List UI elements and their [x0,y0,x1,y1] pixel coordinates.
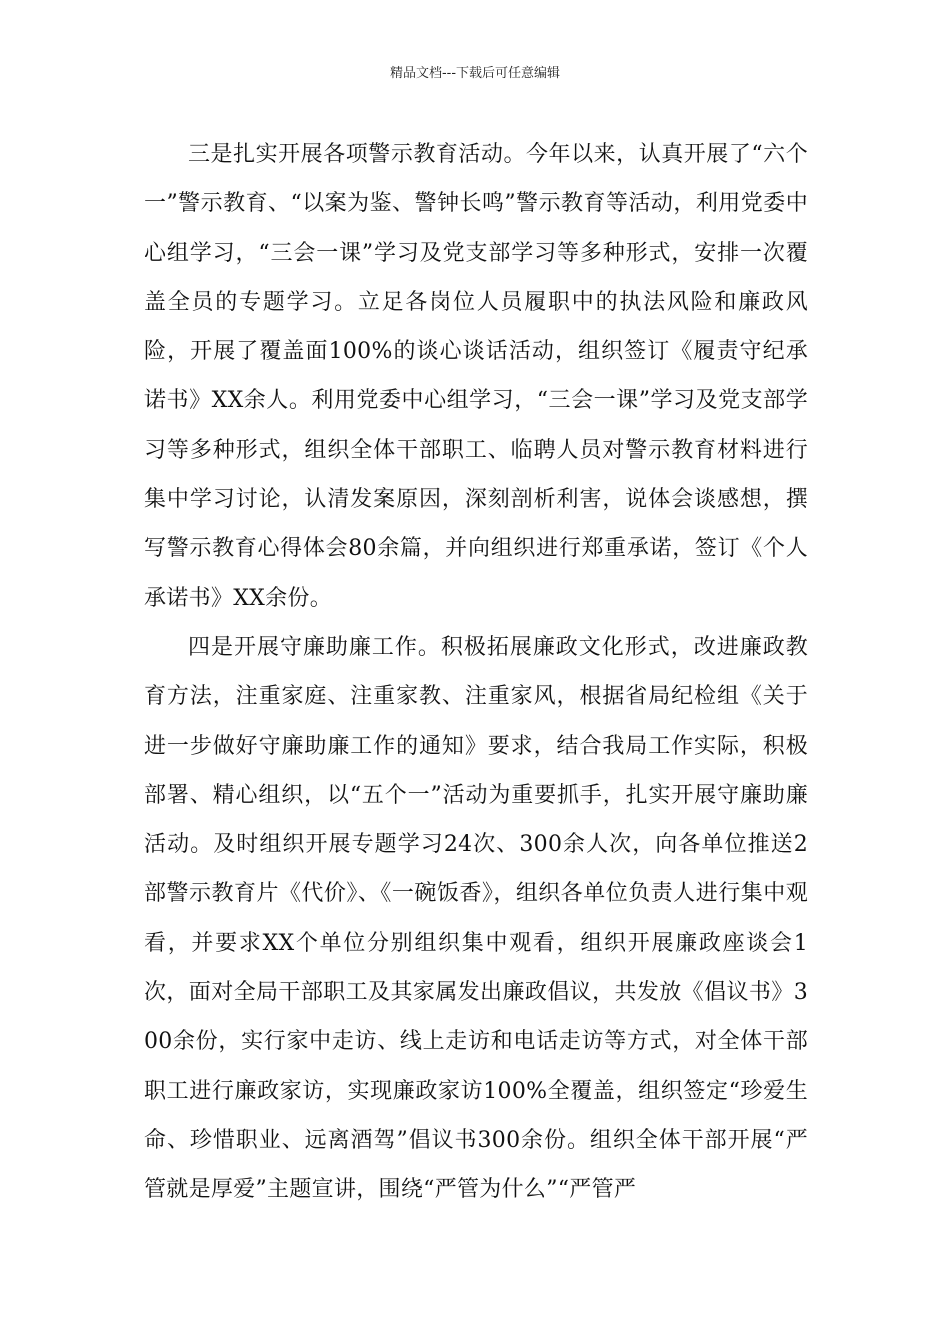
page-header: 精品文档---下载后可任意编辑 [389,66,561,81]
document-body [144,130,808,1215]
paragraph-warning-education: 三是扎实开展各项警示教育活动。今年以来，认真开展了“六个一”警示教育、“以案为鉴、警钟长鸣”警示教育等活动，利用党委中心组学习，“三会一课”学习及党支部学习等多种形式，安排一次覆盖全员的专题学习。立足各岗位人员履职中的执法风险和廉政风险，开展了覆盖面100%的谈心谈话活动，组织签订《履责守纪承诺书》XX余人。利用党委中心组学习，“三会一课”学习及党支部学习等多种形式，组织全体干部职工、临聘人员对警示教育材料进行集中学习讨论，认清发案原因，深刻剖析利害，说体会谈感想，撰写警示教育心得体会80余篇，并向组织进行郑重承诺，签订《个人承诺书》XX余份。 [144,142,808,611]
paragraph-integrity-work: 四是开展守廉助廉工作。积极拓展廉政文化形式，改进廉政教育方法，注重家庭、注重家教、注重家风，根据省局纪检组《关于进一步做好守廉助廉工作的通知》要求，结合我局工作实际，积极部署、精心组织，以“五个一”活动为重要抓手，扎实开展守廉助廉活动。及时组织开展专题学习24次、300余人次，向各单位推送2部警示教育片《代价》、《一碗饭香》，组织各单位负责人进行集中观看，并要求XX个单位分别组织集中观看，组织开展廉政座谈会1次，面对全局干部职工及其家属发出廉政倡议，共发放《倡议书》300余份，实行家中走访、线上走访和电话走访等方式，对全体干部职工进行廉政家访，实现廉政家访100%全覆盖，组织签定“珍爱生命、珍惜职业、远离酒驾”倡议书300余份。组织全体干部开展“严管就是厚爱”主题宣讲，围绕“严管为什么”“严管严 [144,634,808,1203]
